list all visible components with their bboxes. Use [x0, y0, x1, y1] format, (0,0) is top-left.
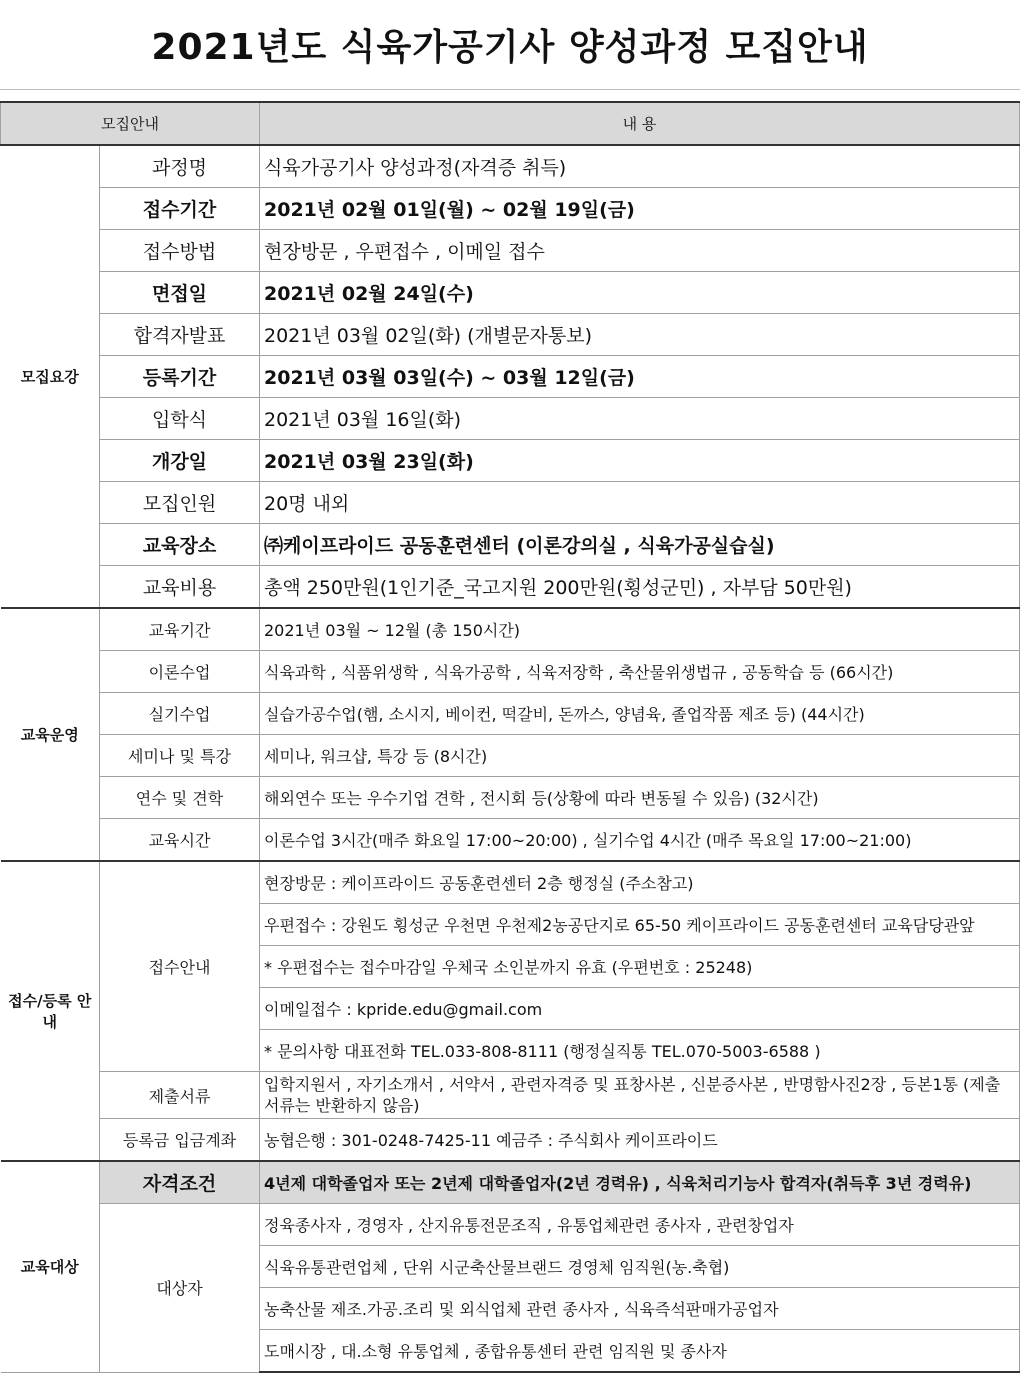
row-value: 현장방문 : 케이프라이드 공동훈련센터 2층 행정실 (주소참고) — [260, 861, 1020, 904]
row-value: 농축산물 제조.가공.조리 및 외식업체 관련 종사자 , 식육즉석판매가공업자 — [260, 1288, 1020, 1330]
table-row — [1, 735, 1020, 777]
table-row — [1, 1072, 1020, 1119]
row-label: 실기수업 — [100, 693, 260, 735]
row-value: 2021년 03월 23일(화) — [260, 440, 1020, 482]
row-value: 식육과학 , 식품위생학 , 식육가공학 , 식육저장학 , 축산물위생법규 , 공동학습 등 (66시간) — [260, 651, 1020, 693]
table-row — [1, 398, 1020, 440]
table-row — [1, 188, 1020, 230]
page-title: 2021년도 식육가공기사 양성과정 모집안내 — [0, 0, 1020, 90]
row-value: 2021년 03월 03일(수) ~ 03월 12일(금) — [260, 356, 1020, 398]
table-row — [1, 861, 1020, 904]
row-value: 2021년 03월 16일(화) — [260, 398, 1020, 440]
row-value: 식육가공기사 양성과정(자격증 취득) — [260, 145, 1020, 188]
row-label: 교육장소 — [100, 524, 260, 566]
table-row — [1, 272, 1020, 314]
row-value: 현장방문 , 우편접수 , 이메일 접수 — [260, 230, 1020, 272]
table-row — [1, 230, 1020, 272]
row-label: 제출서류 — [100, 1072, 260, 1119]
row-label: 대상자 — [100, 1204, 260, 1373]
row-label: 등록기간 — [100, 356, 260, 398]
table-row — [1, 524, 1020, 566]
row-value: 식육유통관련업체 , 단위 시군축산물브랜드 경영체 임직원(농.축협) — [260, 1246, 1020, 1288]
row-label: 입학식 — [100, 398, 260, 440]
row-value: 정육종사자 , 경영자 , 산지유통전문조직 , 유통업체관련 종사자 , 관련창업자 — [260, 1204, 1020, 1246]
row-label: 교육비용 — [100, 566, 260, 609]
row-value: * 우편접수는 접수마감일 우체국 소인분까지 유효 (우편번호 : 25248) — [260, 946, 1020, 988]
row-value: 이론수업 3시간(매주 화요일 17:00~20:00) , 실기수업 4시간 (매주 목요일 17:00~21:00) — [260, 819, 1020, 862]
row-value: 세미나, 워크샵, 특강 등 (8시간) — [260, 735, 1020, 777]
row-value: 2021년 02월 01일(월) ~ 02월 19일(금) — [260, 188, 1020, 230]
table-row — [1, 1204, 1020, 1246]
row-value: 입학지원서 , 자기소개서 , 서약서 , 관련자격증 및 표창사본 , 신분증사본 , 반명함사진2장 , 등본1통 (제출서류는 반환하지 않음) — [260, 1072, 1020, 1119]
section-label-operation: 교육운영 — [1, 608, 100, 861]
row-value: 우편접수 : 강원도 횡성군 우천면 우천제2농공단지로 65-50 케이프라이드 공동훈련센터 교육담당관앞 — [260, 904, 1020, 946]
section-label-recruit: 모집요강 — [1, 145, 100, 608]
table-row — [1, 651, 1020, 693]
row-label: 자격조건 — [100, 1161, 260, 1204]
header-row — [1, 102, 1020, 145]
row-label: 모집인원 — [100, 482, 260, 524]
row-label: 세미나 및 특강 — [100, 735, 260, 777]
header-col1: 모집안내 — [1, 102, 260, 145]
row-label: 등록금 입금계좌 — [100, 1119, 260, 1162]
row-value: 20명 내외 — [260, 482, 1020, 524]
header-col2: 내 용 — [260, 102, 1020, 145]
row-value: 2021년 02월 24일(수) — [260, 272, 1020, 314]
row-value: 총액 250만원(1인기준_국고지원 200만원(횡성군민) , 자부담 50만원) — [260, 566, 1020, 609]
row-label: 교육시간 — [100, 819, 260, 862]
row-value: 해외연수 또는 우수기업 견학 , 전시회 등(상황에 따라 변동될 수 있음) (32시간) — [260, 777, 1020, 819]
section-label-target: 교육대상 — [1, 1161, 100, 1372]
row-label: 개강일 — [100, 440, 260, 482]
recruitment-table — [0, 101, 1020, 1373]
row-label: 과정명 — [100, 145, 260, 188]
table-row — [1, 693, 1020, 735]
row-value: 도매시장 , 대.소형 유통업체 , 종합유통센터 관련 임직원 및 종사자 — [260, 1330, 1020, 1373]
row-value: 4년제 대학졸업자 또는 2년제 대학졸업자(2년 경력유) , 식육처리기능사 합격자(취득후 3년 경력유) — [260, 1161, 1020, 1204]
row-label: 접수기간 — [100, 188, 260, 230]
section-label-apply: 접수/등록 안내 — [1, 861, 100, 1161]
row-label: 면접일 — [100, 272, 260, 314]
table-row — [1, 482, 1020, 524]
table-row — [1, 608, 1020, 651]
row-label: 연수 및 견학 — [100, 777, 260, 819]
table-row — [1, 440, 1020, 482]
table-row — [1, 1119, 1020, 1162]
row-value: 2021년 03월 02일(화) (개별문자통보) — [260, 314, 1020, 356]
row-value: 농협은행 : 301-0248-7425-11 예금주 : 주식회사 케이프라이드 — [260, 1119, 1020, 1162]
row-value: 실습가공수업(햄, 소시지, 베이컨, 떡갈비, 돈까스, 양념육, 졸업작품 제조 등) (44시간) — [260, 693, 1020, 735]
row-label: 합격자발표 — [100, 314, 260, 356]
row-value: 이메일접수 : kpride.edu@gmail.com — [260, 988, 1020, 1030]
table-row — [1, 1161, 1020, 1204]
row-label: 교육기간 — [100, 608, 260, 651]
table-row — [1, 819, 1020, 862]
row-value: * 문의사항 대표전화 TEL.033-808-8111 (행정실직통 TEL.070-5003-6588 ) — [260, 1030, 1020, 1072]
table-row — [1, 566, 1020, 609]
table-row — [1, 777, 1020, 819]
row-label: 접수방법 — [100, 230, 260, 272]
table-row — [1, 356, 1020, 398]
table-row — [1, 314, 1020, 356]
row-value: ㈜케이프라이드 공동훈련센터 (이론강의실 , 식육가공실습실) — [260, 524, 1020, 566]
row-label: 접수안내 — [100, 861, 260, 1072]
row-value: 2021년 03월 ~ 12월 (총 150시간) — [260, 608, 1020, 651]
row-label: 이론수업 — [100, 651, 260, 693]
table-row — [1, 145, 1020, 188]
